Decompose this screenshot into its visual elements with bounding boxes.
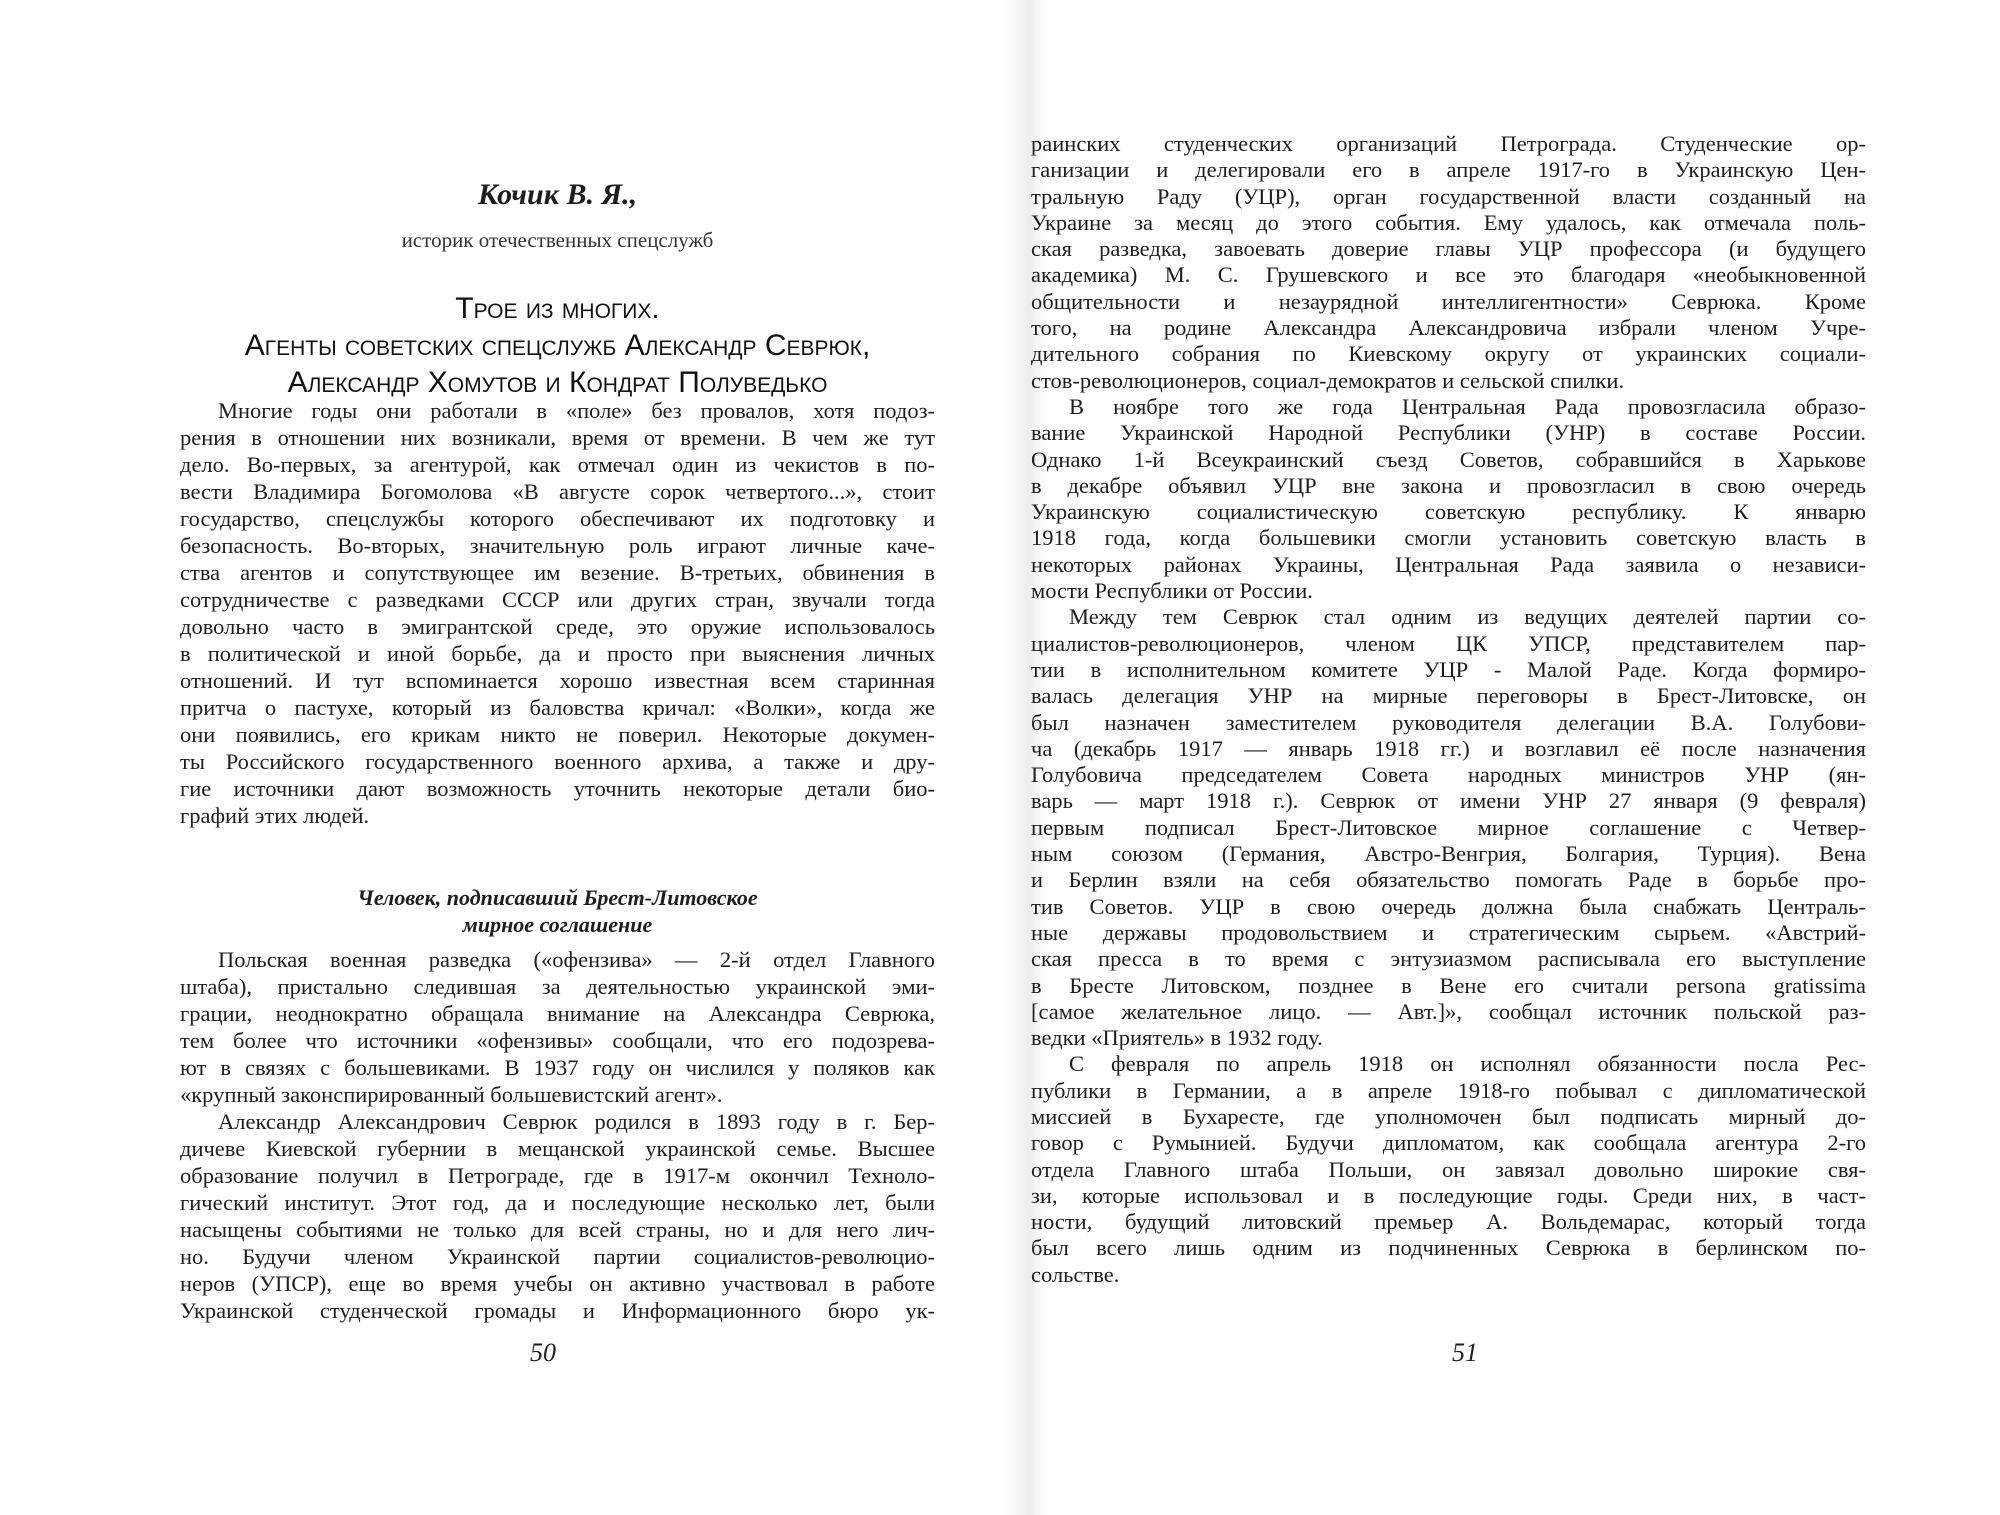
section-heading-line: мирное соглашение — [462, 912, 653, 937]
intro-text — [180, 397, 935, 829]
text-line: С февраля по апрель 1918 он исполнял обязанности посла Рес- — [1069, 1051, 1866, 1077]
text-line: безопасность. Во-вторых, значительную роль играют личные каче- — [180, 533, 935, 558]
text-line: зи, которые использовал и в последующие годы. Среди них, в част- — [1031, 1182, 1866, 1208]
text-line: Украинской студенческой громады и Информационного бюро ук- — [180, 1298, 935, 1323]
text-line: отношений. И тут вспоминается хорошо известная всем старинная — [180, 668, 935, 693]
text-line: отдела Главного штаба Польши, он завязал довольно широкие свя- — [1031, 1156, 1866, 1182]
text-line: ча (декабрь 1917 — январь 1918 гг.) и возглавил её после назначения — [1031, 735, 1866, 761]
text-line: ты Российского государственного военного архива, а также и дру- — [180, 749, 935, 774]
text-line: того, на родине Александра Александровича избрали членом Учре- — [1031, 315, 1866, 341]
text-line: дичеве Киевской губернии в мещанской украинской семье. Высшее — [180, 1136, 935, 1161]
author-role: историк отечественных спецслужб — [401, 228, 714, 252]
text-line: 1918 года, когда большевики смогли установить советскую власть в — [1031, 525, 1866, 551]
text-line: [самое желательное лицо. — Авт.]», сообщал источник польской раз- — [1031, 998, 1866, 1024]
text-line: грации, неоднократно обращала внимание на Александра Севрюка, — [180, 1001, 935, 1026]
text-line: графий этих людей. — [180, 803, 370, 828]
text-line: Александр Александрович Севрюк родился в 1893 году в г. Бер- — [218, 1109, 935, 1134]
text-line: притча о пастухе, который из баловства кричал: «Волки», когда же — [180, 695, 935, 720]
text-line: стов-революционеров, социал-демократов и сельской спилки. — [1031, 367, 1625, 393]
text-line: вести Владимира Богомолова «В августе сорок четвертого...», стоит — [180, 479, 935, 504]
text-line: ганизации и делегировали его в апреле 1917-го в Украинскую Цен- — [1031, 157, 1866, 183]
text-line: валась делегация УНР на мирные переговоры в Брест-Литовске, он — [1031, 683, 1866, 709]
text-line: ская пресса в то время с энтузиазмом расписывала его выступление — [1031, 946, 1866, 972]
text-line: Польская военная разведка («офензива» — 2-й отдел Главного — [218, 947, 935, 972]
text-line: публики в Германии, а в апреле 1918-го побывал с дипломатической — [1031, 1077, 1866, 1103]
text-line: дело. Во-первых, за агентурой, как отмечал один из чекистов в по- — [180, 452, 935, 477]
article-title — [180, 290, 935, 401]
text-line: раинских студенческих организаций Петрограда. Студенческие ор- — [1031, 131, 1866, 156]
title-line: Трое из многих. — [455, 292, 660, 325]
text-line: Между тем Севрюк стал одним из ведущих деятелей партии со- — [1069, 604, 1866, 630]
text-line: Украинскую социалистическую советскую республику. К январю — [1031, 499, 1866, 525]
text-line: образование получил в Петрограде, где в 1917-м окончил Техноло- — [180, 1163, 935, 1188]
text-line: государство, спецслужбы которого обеспечивают их подготовку и — [180, 506, 935, 531]
section-heading-line: Человек, подписавший Брест-Литовское — [357, 885, 758, 910]
text-line: довольно часто в эмигрантской среде, это оружие использовалось — [180, 614, 935, 639]
text-line: но. Будучи членом Украинской партии социалистов-революцио- — [180, 1244, 935, 1269]
text-line: в политической и иной борьбе, да и просто при выяснения личных — [180, 641, 935, 666]
text-line: миссией в Бухаресте, где уполномочен был подписать мирный до- — [1031, 1103, 1866, 1129]
text-line: неров (УПСР), еще во время учебы он активно участвовал в работе — [180, 1271, 935, 1296]
section-heading — [180, 884, 935, 938]
text-line: ведки «Приятель» в 1932 году. — [1031, 1025, 1323, 1051]
text-line: Голубовича председателем Совета народных министров УНР (ян- — [1031, 762, 1866, 788]
text-line: некоторых районах Украины, Центральная Рада заявила о независи- — [1031, 551, 1866, 577]
text-line: общительности и незаурядной интеллигентности» Севрюка. Кроме — [1031, 288, 1866, 314]
title-line: Александр Хомутов и Кондрат Полуведько — [287, 366, 828, 399]
text-line: штаба), пристально следившая за деятельностью украинской эми- — [180, 974, 935, 999]
text-line: ности, будущий литовский премьер А. Вольдемарас, который тогда — [1031, 1209, 1866, 1235]
text-line: тии в исполнительном комитете УЦР - Малой Раде. Когда формиро- — [1031, 656, 1866, 682]
text-line: рения в отношении них возникали, время от времени. В чем же тут — [180, 425, 935, 450]
text-line: насыщены событиями не только для всей страны, но и для него лич- — [180, 1217, 935, 1242]
text-line: тив Советов. УЦР в свою очередь должна была снабжать Централь- — [1031, 893, 1866, 919]
text-line: ская разведка, завоевать доверие главы УЦР профессора (и будущего — [1031, 236, 1866, 262]
text-line: «крупный законспирированный большевистский агент». — [180, 1082, 723, 1107]
text-line: дительного собрания по Киевскому округу от украинских социали- — [1031, 341, 1866, 367]
text-line: они появились, его крикам никто не поверил. Некоторые докумен- — [180, 722, 935, 747]
text-line: и Берлин взяли на себя обязательство помогать Раде в борьбе про- — [1031, 867, 1866, 893]
text-line: сотрудничестве с разведками СССР или других стран, звучали тогда — [180, 587, 935, 612]
text-line: гический институт. Этот год, да и последующие несколько лет, были — [180, 1190, 935, 1215]
text-line: первым подписал Брест-Литовское мирное соглашение с Четвер- — [1031, 814, 1866, 840]
text-line: в Бресте Литовском, позднее в Вене его считали persona gratissima — [1031, 972, 1866, 998]
text-line: Многие годы они работали в «поле» без провалов, хотя подоз- — [218, 398, 935, 423]
text-line: Однако 1-й Всеукраинский съезд Советов, собравшийся в Харькове — [1031, 446, 1866, 472]
text-line: тральную Раду (УЦР), орган государственной власти созданный на — [1031, 183, 1866, 209]
text-line: гие источники дают возможность уточнить некоторые детали био- — [180, 776, 935, 801]
text-line: варь — март 1918 г.). Севрюк от имени УНР 27 января (9 февраля) — [1031, 788, 1866, 814]
text-line: ют в связях с большевиками. В 1937 году он числился у поляков как — [180, 1055, 935, 1080]
text-line: вание Украинской Народной Республики (УНР) в составе России. — [1031, 420, 1866, 446]
right-page — [1031, 131, 1866, 1288]
text-line: ные державы продовольствием и стратегическим сырьем. «Австрий- — [1031, 919, 1866, 945]
text-line: мости Республики от России. — [1031, 578, 1313, 604]
text-line: был назначен заместителем руководителя делегации В.А. Голубови- — [1031, 709, 1866, 735]
page-number-right: 51 — [1452, 1338, 1478, 1367]
text-line: тем более что источники «офензивы» сообщали, что его подозрева- — [180, 1028, 935, 1053]
section-text — [180, 946, 935, 1324]
page-number-left: 50 — [530, 1338, 556, 1367]
text-line: сольстве. — [1031, 1261, 1120, 1287]
text-line: говор с Румынией. Будучи дипломатом, как сообщала агентура 2-го — [1031, 1130, 1866, 1156]
text-line: В ноябре того же года Центральная Рада провозгласила образо- — [1069, 393, 1866, 419]
text-line: в декабре объявил УЦР вне закона и провозгласил в свою очередь — [1031, 472, 1866, 498]
text-line: циалистов-революционеров, членом ЦК УПСР, представителем пар- — [1031, 630, 1866, 656]
text-line: ным союзом (Германия, Австро-Венгрия, Болгария, Турция). Вена — [1031, 841, 1866, 867]
title-line: Агенты советских спецслужб Александр Севрюк, — [244, 329, 871, 362]
text-line: академика) М. С. Грушевского и все это благодаря «необыкновенной — [1031, 262, 1866, 288]
text-line: Украине за месяц до этого события. Ему удалось, как отмечала поль- — [1031, 209, 1866, 235]
text-line: был всего лишь одним из подчиненных Севрюка в берлинском по- — [1031, 1235, 1866, 1261]
author-name: Кочик В. Я., — [477, 178, 638, 211]
text-line: ства агентов и сопутствующее им везение. В-третьих, обвинения в — [180, 560, 935, 585]
